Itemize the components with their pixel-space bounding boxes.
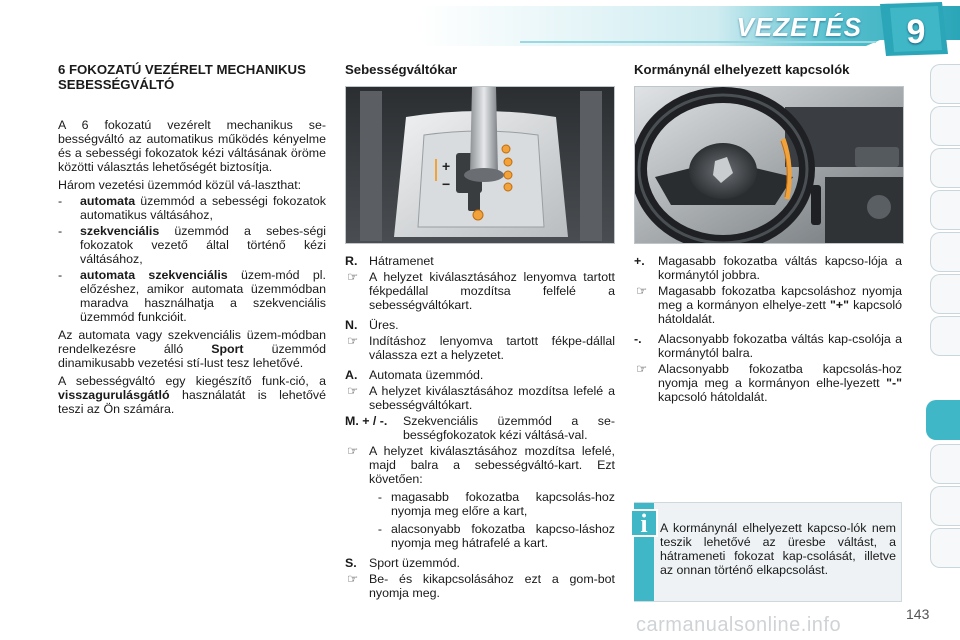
gear-position-key: N. xyxy=(345,318,358,332)
instruction-item xyxy=(345,384,615,412)
section-heading-gear-lever: Sebességváltókar xyxy=(345,62,458,77)
sport-text-before: Az automata vagy szekvenciális üzem-módban rendelkezésre álló xyxy=(58,328,326,356)
mode-name: automata szekvenciális xyxy=(80,268,228,282)
instruction-text-before: Magasabb fokozatba kapcsoláshoz nyomja meg a kormányon elhelye-zett xyxy=(658,284,902,312)
chapter-tab[interactable] xyxy=(930,444,960,484)
watermark: carmanualsonline.info xyxy=(636,614,842,636)
header-band xyxy=(0,0,960,52)
instruction-text: Be- és kikapcsolásához ezt a gom-bot nyomja meg. xyxy=(369,572,615,600)
paddle-item xyxy=(634,332,902,360)
instruction-item xyxy=(345,444,615,486)
instruction-text-after: kapcsoló hátoldalát. xyxy=(658,298,902,326)
gear-position-text: Hátramenet xyxy=(369,254,434,268)
gear-position-key: A. xyxy=(345,368,358,382)
instruction-text xyxy=(658,284,902,326)
mode-item xyxy=(58,268,326,324)
info-text: A kormánynál elhelyezett kapcso-lók nem teszik lehetővé az üresbe váltást, a hátrameneti fokozat kap-csolását, illetve az onnan történő elkapcsolást. xyxy=(660,521,896,577)
sub-step-text: alacsonyabb fokozatba kapcso-láshoz nyomja meg hátrafelé a kart. xyxy=(391,522,615,550)
gear-position-text: Sport üzemmód. xyxy=(369,556,460,570)
chapter-tab[interactable] xyxy=(930,106,960,146)
pointing-hand-icon: ☞ xyxy=(347,270,359,284)
gear-position-key: S. xyxy=(345,556,357,570)
sport-keyword: Sport xyxy=(211,342,244,356)
chapter-tab-rail xyxy=(926,64,960,594)
gear-positions-list xyxy=(345,254,615,600)
mode-description: üzemmód a sebességi fokozatok automatikus váltásához, xyxy=(80,194,326,222)
paddle-key: +. xyxy=(634,254,645,268)
mode-name: szekvenciális xyxy=(80,224,160,238)
minus-mark: − xyxy=(442,176,451,192)
chapter-tab-active[interactable] xyxy=(926,400,960,440)
sub-step-text: magasabb fokozatba kapcsolás-hoz nyomja meg előre a kart, xyxy=(391,490,615,518)
switch-label: "-" xyxy=(886,376,902,390)
list-dash: - xyxy=(58,194,63,208)
rollback-text-after: használatát is lehetővé teszi az Ön számára. xyxy=(58,388,326,416)
steering-wheel-photo xyxy=(634,86,904,244)
chapter-tab[interactable] xyxy=(930,274,960,314)
page-number: 143 xyxy=(906,606,930,622)
chapter-tab[interactable] xyxy=(930,148,960,188)
instruction-item xyxy=(345,270,615,312)
chapter-title: VEZETÉS xyxy=(736,12,862,42)
rollback-paragraph xyxy=(58,374,326,416)
pointing-hand-icon: ☞ xyxy=(636,284,648,298)
paddle-key: -. xyxy=(634,332,642,346)
section-heading-gearbox: 6 FOKOZATÚ VEZÉRELT MECHANIKUS SEBESSÉGVÁLTÓ xyxy=(58,62,306,92)
mode-item xyxy=(58,194,326,222)
gear-lever-illustration xyxy=(346,87,615,244)
instruction-text-after: kapcsoló hátoldalát. xyxy=(658,390,768,404)
instruction-item xyxy=(634,362,902,404)
sport-paragraph xyxy=(58,328,326,370)
gear-lever-photo xyxy=(345,86,615,244)
pointing-hand-icon: ☞ xyxy=(636,362,648,376)
rollback-text-before: A sebességváltó egy kiegészítő funk-ció, a xyxy=(58,374,326,388)
instruction-item xyxy=(345,572,615,600)
instruction-text: A helyzet kiválasztásához mozdítsa lefelé a sebességváltókart. xyxy=(369,384,615,412)
instruction-text: A helyzet kiválasztásához mozdítsa lefelé, majd balra a sebességváltó-kart. Ezt követően: xyxy=(369,444,615,486)
chapter-tab[interactable] xyxy=(930,486,960,526)
chapter-tab[interactable] xyxy=(930,190,960,230)
gear-position-text: Automata üzemmód. xyxy=(369,368,484,382)
gear-position-item xyxy=(345,254,615,268)
mode-name: automata xyxy=(80,194,136,208)
list-dash: - xyxy=(377,490,383,504)
sub-step xyxy=(345,522,615,550)
pointing-hand-icon: ☞ xyxy=(347,334,359,348)
mode-description: üzem-mód pl. előzéshez, amikor automata üzemmódban maradva használhatja a szekvenciális üzemmód funkcióit. xyxy=(80,268,326,324)
list-dash: - xyxy=(58,224,63,238)
instruction-text xyxy=(658,362,902,404)
section-heading-steering-controls: Kormánynál elhelyezett kapcsolók xyxy=(634,62,850,77)
gear-position-text: Üres. xyxy=(369,318,399,332)
chapter-tab[interactable] xyxy=(930,528,960,568)
instruction-text-before: Alacsonyabb fokozatba kapcsolás-hoz nyomja meg a kormányon elhe-lyezett xyxy=(658,362,902,390)
column-gearbox-intro xyxy=(58,62,326,416)
sub-step xyxy=(345,490,615,518)
instruction-item xyxy=(345,334,615,362)
mode-description: üzemmód a sebes-ségi fokozatok vezető által történő kézi váltásához, xyxy=(80,224,326,266)
chapter-number: 9 xyxy=(906,13,926,51)
gear-position-key: R. xyxy=(345,254,358,268)
chapter-tab[interactable] xyxy=(930,64,960,104)
rollback-keyword: visszagurulásgátló xyxy=(58,388,170,402)
steering-wheel-illustration xyxy=(635,87,904,244)
paddle-item xyxy=(634,254,902,282)
gear-position-text: Szekvenciális üzemmód a se-bességfokozatok kézi váltásá-val. xyxy=(403,414,615,442)
chapter-tab[interactable] xyxy=(930,316,960,356)
plus-mark: + xyxy=(442,158,451,174)
info-note xyxy=(634,502,902,602)
pointing-hand-icon: ☞ xyxy=(347,572,359,586)
chapter-tab[interactable] xyxy=(930,232,960,272)
instruction-text: Indításhoz lenyomva tartott fékpe-dállal válassza ezt a helyzetet. xyxy=(369,334,615,362)
gear-position-item xyxy=(345,368,615,382)
paddle-text: Magasabb fokozatba váltás kapcso-lója a kormánytól jobbra. xyxy=(658,254,902,282)
paddle-text: Alacsonyabb fokozatba váltás kap-csolója a kormánytól balra. xyxy=(658,332,902,360)
instruction-item xyxy=(634,284,902,326)
column-gear-lever xyxy=(345,62,615,600)
instruction-text: A helyzet kiválasztásához lenyomva tartott fékpedállal mozdítsa felfelé a sebességváltókart. xyxy=(369,270,615,312)
steering-controls-list xyxy=(634,254,902,404)
mode-item xyxy=(58,224,326,266)
column-steering-controls xyxy=(634,62,902,404)
pointing-hand-icon: ☞ xyxy=(347,384,359,398)
modes-intro: Három vezetési üzemmód közül vá-laszthat: xyxy=(58,178,302,192)
sport-text-after: üzemmód dinamikusabb vezetési stí-lust tesz lehetővé. xyxy=(58,342,326,370)
list-dash: - xyxy=(377,522,383,536)
gear-position-key: M. + / -. xyxy=(345,414,388,428)
info-icon: i xyxy=(630,509,658,537)
list-dash: - xyxy=(58,268,63,282)
pointing-hand-icon: ☞ xyxy=(347,444,359,458)
intro-paragraph: A 6 fokozatú vezérelt mechanikus se-bességváltó az automatikus működés kényelme és a sebességi fokozatok kézi váltásának öröme közötti választás lehetőségét biztosítja. xyxy=(58,118,326,174)
gear-position-item xyxy=(345,414,615,442)
gear-position-item xyxy=(345,556,615,570)
gear-position-item xyxy=(345,318,615,332)
switch-label: "+" xyxy=(830,298,849,312)
